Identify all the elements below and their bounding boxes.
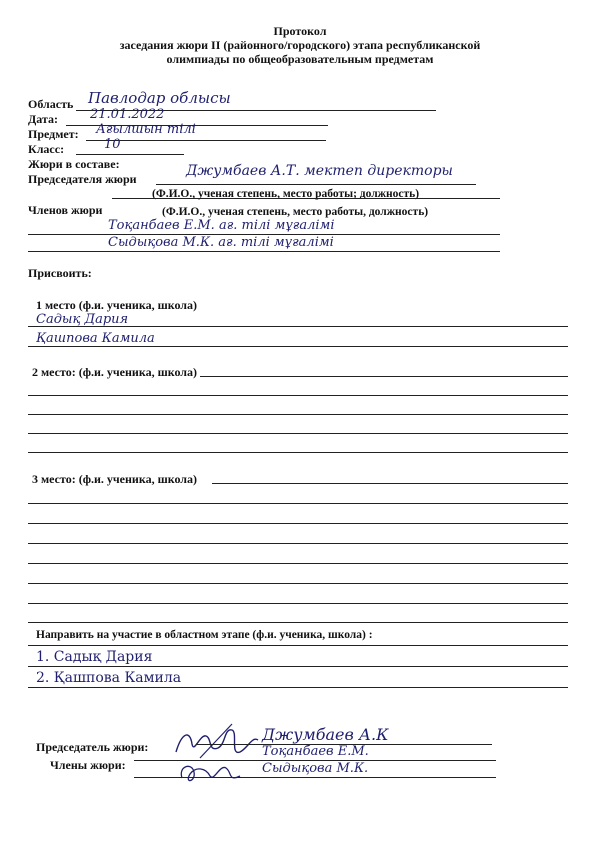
doc-title: Протокол [273, 24, 327, 38]
first-place-label: 1 место (ф.и. ученика, школа) [36, 298, 198, 312]
third-line-4 [28, 563, 568, 564]
first-line-1 [28, 326, 568, 327]
region-label: Область [28, 97, 74, 111]
third-place-label: 3 место: (ф.и. ученика, школа) [32, 472, 198, 486]
member-entry: Сыдықова М.К. ағ. тілі мұғалімі [108, 235, 334, 250]
third-line-3 [28, 543, 568, 544]
members-line-top [112, 198, 500, 199]
second-place-label: 2 место: (ф.и. ученика, школа) [32, 365, 198, 379]
second-line-2 [28, 414, 568, 415]
member-entry: Тоқанбаев Е.М. ағ. тілі мұғалімі [108, 218, 335, 233]
chair-label: Председателя жюри [28, 172, 137, 186]
doc-subtitle-2: олимпиады по общеобразовательным предметам [166, 52, 434, 66]
members-line-2 [28, 251, 500, 252]
regional-entry: 2. Қашпова Камила [36, 670, 182, 686]
member-signature-name: Тоқанбаев Е.М. [262, 744, 369, 759]
third-line-0 [212, 483, 568, 484]
doc-subtitle-1: заседания жюри II (районного/городского) этапа республиканской [119, 38, 481, 52]
first-line-2 [28, 346, 568, 347]
subject-label: Предмет: [28, 127, 79, 141]
first-place-entry: Садық Дария [36, 312, 129, 327]
members-hint: (Ф.И.О., ученая степень, место работы, должность) [162, 206, 429, 218]
grade-value: 10 [104, 137, 121, 152]
third-line-2 [28, 523, 568, 524]
second-line-3 [28, 433, 568, 434]
regional-line-2 [28, 687, 568, 688]
chair-value: Джумбаев А.Т. мектеп директоры [186, 163, 453, 179]
chair-hint: (Ф.И.О., ученая степень, место работы; должность) [152, 188, 420, 200]
grade-label: Класс: [28, 142, 65, 156]
assign-label: Присвоить: [28, 266, 92, 280]
chair-line [156, 184, 476, 185]
second-line-0 [200, 376, 568, 377]
member-signature-line-2 [134, 777, 496, 778]
chair-signature [172, 722, 262, 762]
date-label: Дата: [28, 112, 58, 126]
regional-entry: 1. Садық Дария [36, 649, 153, 665]
third-line-1 [28, 503, 568, 504]
first-place-entry: Қашпова Камила [36, 331, 155, 346]
region-value: Павлодар облысы [88, 89, 231, 107]
regional-line-0 [28, 645, 568, 646]
member-signature [176, 758, 246, 786]
chair-signature-label: Председатель жюри: [36, 740, 149, 754]
jury-label: Жюри в составе: [28, 157, 120, 171]
second-line-1 [28, 395, 568, 396]
date-value: 21.01.2022 [90, 107, 165, 122]
chair-signature-name: Джумбаев А.К [262, 725, 389, 744]
grade-line [76, 154, 184, 155]
subject-line [86, 140, 326, 141]
subject-value: Ағылшын тілі [96, 122, 196, 137]
regional-line-1 [28, 666, 568, 667]
third-line-5 [28, 583, 568, 584]
regional-label: Направить на участие в областном этапе (ф.и. ученика, школа) : [36, 629, 373, 641]
third-line-6 [28, 603, 568, 604]
member-signature-name: Сыдықова М.К. [262, 761, 369, 776]
members-label: Членов жюри [28, 203, 103, 217]
members-signature-label: Члены жюри: [50, 758, 126, 772]
second-line-4 [28, 452, 568, 453]
regional-line-top [28, 622, 568, 623]
